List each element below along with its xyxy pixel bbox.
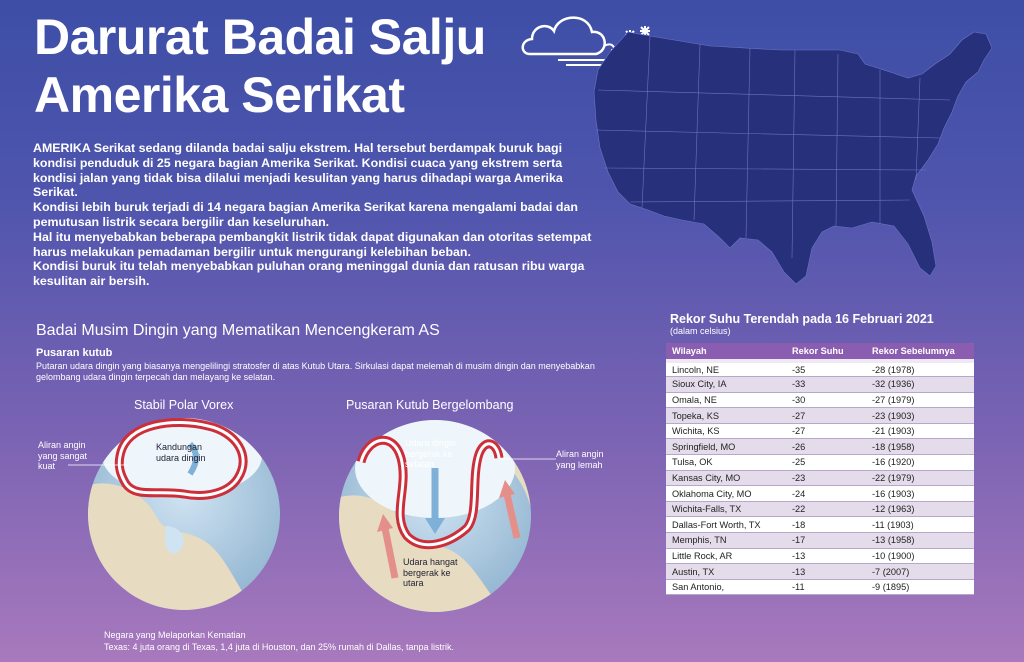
intro-paragraph: Kondisi buruk itu telah menyebabkan puluhan orang meninggal dunia dan ratusan ribu warga kesulitan air bersih. [33,259,585,289]
callout-warm-air-north: Udara hangat bergerak ke utara [403,557,458,588]
table-cell: Dallas-Fort Worth, TX [666,517,786,533]
table-cell: San Antonio, [666,579,786,595]
table-cell: Austin, TX [666,564,786,580]
table-row [666,533,974,549]
table-cell: Sioux City, IA [666,377,786,393]
title-line-2: Amerika Serikat [34,67,405,123]
callout-cold-air-south: Udara dingin bergerak ke selatan [405,438,457,469]
intro-paragraph: Kondisi lebih buruk terjadi di 14 negara bagian Amerika Serikat karena mengalami badai dan pemutusan listrik secara bergilir dan keseluruhan. [33,200,578,229]
table-cell: Wichita, KS [666,423,786,439]
callout-strong-wind: Aliran angin yang sangat kuat [38,440,88,471]
globe-right-label: Pusaran Kutub Bergelombang [346,398,514,412]
table-cell: -35 [786,361,866,377]
table-row [666,377,974,393]
table-cell: -13 [786,564,866,580]
table-unit: (dalam celsius) [670,326,731,336]
table-cell: Little Rock, AR [666,548,786,564]
intro-paragraph: AMERIKA Serikat sedang dilanda badai salju ekstrem. Hal tersebut berdampak buruk bagi kondisi penduduk di 25 negara bagian Amerika Serikat. Kondisi cuaca yang ekstrem serta kondisi jalan yang tidak bisa dilalui menjadi kesulitan yang harus dihadapi warga Amerika Serikat. [33,141,563,200]
table-cell: -7 (2007) [866,564,974,580]
column-header: Wilayah [666,343,786,361]
callout-cold-air-content: Kandungan udara dingin [156,442,206,463]
table-row [666,470,974,486]
table-cell: -16 (1903) [866,486,974,502]
table-cell: Wichita-Falls, TX [666,501,786,517]
table-cell: -28 (1978) [866,361,974,377]
table-cell: Lincoln, NE [666,361,786,377]
table-cell: Oklahoma City, MO [666,486,786,502]
callout-line [68,462,128,468]
table-row [666,501,974,517]
table-cell: -18 (1958) [866,439,974,455]
intro-paragraph: Hal itu menyebabkan beberapa pembangkit listrik tidak dapat digunakan dan otoritas setempat harus melakukan pemadaman bergilir untuk mengurangi kelebihan beban. [33,229,592,259]
table-cell: -27 (1979) [866,392,974,408]
table-cell: -25 [786,455,866,471]
table-row [666,392,974,408]
table-row [666,455,974,471]
record-table [666,343,974,595]
table-cell: -24 [786,486,866,502]
table-cell: -21 (1903) [866,423,974,439]
callout-weak-wind: Aliran angin yang lemah [556,449,604,470]
table-row [666,486,974,502]
table-cell: -30 [786,392,866,408]
table-cell: Topeka, KS [666,408,786,424]
table-cell: Springfield, MO [666,439,786,455]
callout-line [498,456,556,462]
table-cell: -27 [786,423,866,439]
footer-heading: Negara yang Melaporkan Kematian [104,630,246,640]
table-row [666,517,974,533]
footer-text: Texas: 4 juta orang di Texas, 1,4 juta di Houston, dan 25% rumah di Dallas, tanpa listrik. [104,642,455,652]
globe-left-label: Stabil Polar Vorex [134,398,234,412]
table-cell: Tulsa, OK [666,455,786,471]
table-cell: -23 (1903) [866,408,974,424]
table-cell: Kansas City, MO [666,470,786,486]
table-cell: -18 [786,517,866,533]
table-cell: -11 (1903) [866,517,974,533]
column-header: Rekor Sebelumnya [866,343,974,361]
page-title [34,8,486,124]
table-cell: Omala, NE [666,392,786,408]
title-line-1: Darurat Badai Salju [34,9,486,65]
table-cell: -22 (1979) [866,470,974,486]
table-row [666,361,974,377]
section-title: Badai Musim Dingin yang Mematikan Mencengkeram AS [36,322,440,339]
table-cell: -10 (1900) [866,548,974,564]
table-cell: -26 [786,439,866,455]
table-cell: -12 (1963) [866,501,974,517]
table-row [666,564,974,580]
table-cell: -22 [786,501,866,517]
table-cell: -17 [786,533,866,549]
table-row [666,548,974,564]
table-cell: -33 [786,377,866,393]
table-cell: -32 (1936) [866,377,974,393]
table-cell: -27 [786,408,866,424]
table-header-row [666,343,974,361]
table-cell: Memphis, TN [666,533,786,549]
table-cell: -13 [786,548,866,564]
table-row [666,423,974,439]
table-cell: -11 [786,579,866,595]
intro-text [33,141,593,289]
section-subtitle: Pusaran kutub [36,347,113,359]
table-cell: -23 [786,470,866,486]
table-cell: -16 (1920) [866,455,974,471]
table-cell: -9 (1895) [866,579,974,595]
table-title: Rekor Suhu Terendah pada 16 Februari 2021 [670,312,934,326]
us-map-icon [590,20,1020,290]
section-description: Putaran udara dingin yang biasanya mengelilingi stratosfer di atas Kutub Utara. Sirkulasi dapat melemah di musim dingin dan menyebabkan gelombang udara dingin terpecah dan melayang ke selatan. [36,361,595,382]
table-cell: -13 (1958) [866,533,974,549]
column-header: Rekor Suhu [786,343,866,361]
table-row [666,408,974,424]
table-row [666,439,974,455]
table-row [666,579,974,595]
